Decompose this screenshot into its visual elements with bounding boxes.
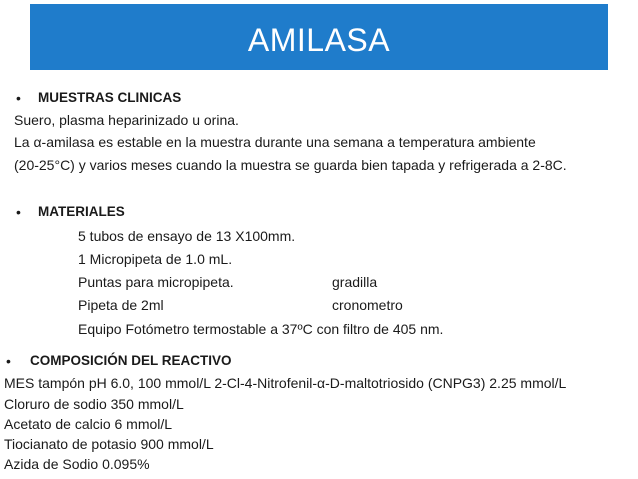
composicion-line-4: Tiocianato de potasio 900 mmol/L [4,436,214,452]
bullet-composicion: • [6,353,11,369]
heading-composicion: COMPOSICIÓN DEL REACTIVO [30,353,232,368]
muestras-line-1: Suero, plasma heparinizado u orina. [14,112,239,128]
composicion-line-5: Azida de Sodio 0.095% [4,456,150,472]
composicion-line-1: MES tampón pH 6.0, 100 mmol/L 2-Cl-4-Nitrofenil-α-D-maltotriosido (CNPG3) 2.25 mmol/L [4,375,567,391]
material-item-1: 5 tubos de ensayo de 13 X100mm. [78,228,296,244]
muestras-line-3: (20-25°C) y varios meses cuando la muestra se guarda bien tapada y refrigerada a 2-8C. [14,157,567,173]
title-banner [30,4,608,70]
bullet-muestras: • [16,90,21,106]
material-item-5: Equipo Fotómetro termostable a 37ºC con filtro de 405 nm. [78,321,444,337]
material-item-3: Puntas para micropipeta. [78,274,234,290]
material-item-4: Pipeta de 2ml [78,297,164,313]
heading-materiales: MATERIALES [38,204,125,219]
material-item-gradilla: gradilla [332,274,378,290]
bullet-materiales: • [16,204,21,220]
material-item-2: 1 Micropipeta de 1.0 mL. [78,251,233,267]
heading-muestras: MUESTRAS CLINICAS [38,90,182,105]
muestras-line-2: La α-amilasa es estable en la muestra durante una semana a temperatura ambiente [14,134,536,150]
composicion-line-2: Cloruro de sodio 350 mmol/L [4,396,184,412]
slide-title: AMILASA [247,22,391,58]
material-item-cronometro: cronometro [332,297,403,313]
composicion-line-3: Acetato de calcio 6 mmol/L [4,416,173,432]
